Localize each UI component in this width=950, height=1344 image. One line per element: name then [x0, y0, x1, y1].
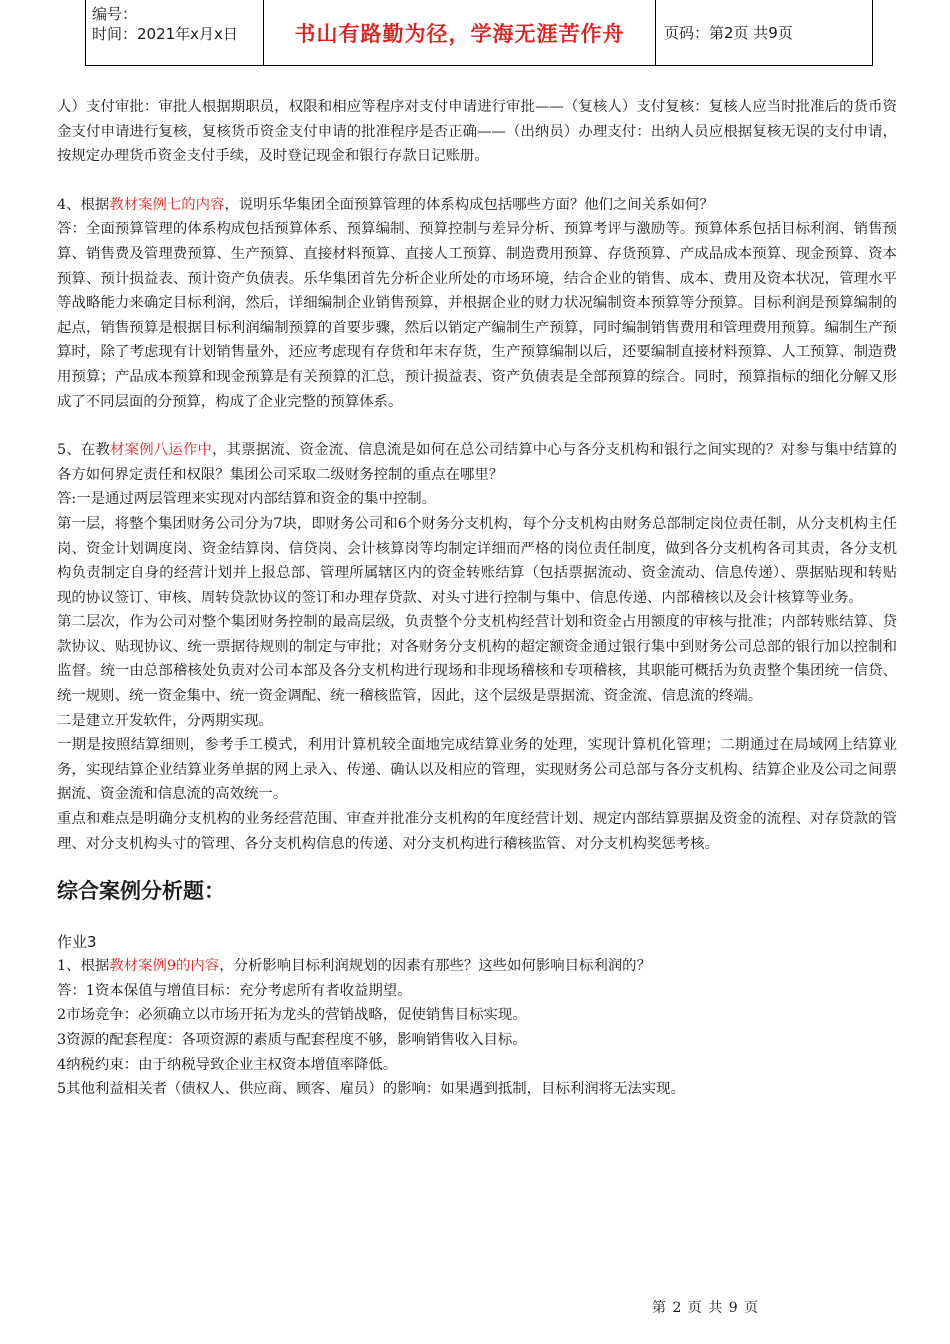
q1-prefix: 1、根据: [57, 958, 110, 975]
answer-1-line-3: 3资源的配套程度：各项资源的素质与配套程度不够，影响销售收入目标。: [57, 1032, 527, 1048]
answer-5-line-2: 第一层，将整个集团财务公司分为7块，即财务公司和6个财务分支机构，每个分支机构由财务总部制定岗位责任制，从分支机构主任岗、资金计划调度岗、资金结算岗、信贷岗、会计核算岗等均制定详细而严格的岗位责任制度，做到各分支机构各司其责，各分支机构负责制定自身的经营计划并上报总部、管理所属辖区内的资金转账结算（包括票据流动、资金流动、信息传递）、票据贴现和转贴现的协议签订、审核、周转贷款协议的签订和办理存贷款、对头寸进行控制与集中、信息传递、内部稽核以及会计核算等业务。: [57, 515, 897, 606]
answer-5-line-1: 答:一是通过两层管理来实现对内部结算和资金的集中控制。: [57, 491, 437, 508]
q4-highlight: 教材案例七的内容: [109, 196, 225, 213]
q5-suffix: ，其票据流、资金流、信息流是如何在总公司结算中心与各分支机构和银行之间实现的？对参与集中结算的各方如何界定责任和权限？集团公司采取二级财务控制的重点在哪里？: [57, 442, 897, 483]
question-4: [57, 193, 897, 218]
answer-1-line-2: 2市场竞争：必须确立以市场开拓为龙头的营销战略，促使销售目标实现。: [57, 1007, 527, 1024]
page-header-table: [85, 0, 873, 66]
q4-prefix: 4、根据: [57, 196, 110, 213]
answer-1-line-1: 答：1资本保值与增值目标：充分考虑所有者收益期望。: [57, 982, 412, 999]
answer-5-line-4: 二是建立开发软件，分两期实现。: [57, 712, 273, 729]
question-1: [57, 954, 897, 979]
number-label: 编号：: [92, 5, 138, 23]
answer-1-line-4: 4纳税约束：由于纳税导致企业主权资本增值率降低。: [57, 1056, 398, 1073]
document-body: [57, 95, 897, 1102]
q5-highlight: 材案例八运作中: [110, 442, 213, 459]
intro-paragraph: 人）支付审批：审批人根据期职员，权限和相应等程序对支付申请进行审批——（复核人）支付复核：复核人应当时批准后的货币资金支付申请进行复核，复核货币资金支付申请的批准程序是否正确——（出纳员）办理支付：出纳人员应根据复核无误的支付申请，按规定办理货币资金支付手续，及时登记现金和银行存款日记账册。: [57, 99, 897, 165]
answer-1-line-5: 5其他利益相关者（债权人、供应商、顾客、雇员）的影响：如果遇到抵制，目标利润将无法实现。: [57, 1081, 685, 1098]
time-label: 时间：2021年x月x日: [92, 25, 238, 43]
header-meta-cell: [86, 0, 264, 65]
header-motto: 书山有路勤为径，学海无涯苦作舟: [264, 0, 656, 65]
header-page-info: 页码：第2页 共9页: [664, 24, 793, 42]
section-title: 综合案例分析题：: [57, 879, 225, 904]
q1-suffix: ，分析影响目标利润规划的因素有那些？这些如何影响目标利润的？: [219, 958, 651, 975]
page-footer: 第 2 页 共 9 页: [652, 1300, 760, 1316]
q1-highlight: 教材案例9的内容: [109, 958, 220, 975]
homework-title: 作业3: [57, 933, 97, 952]
answer-5-line-6: 重点和难点是明确分支机构的业务经营范围、审查并批准分支机构的年度经营计划、规定内部结算票据及资金的流程、对存贷款的管理、对分支机构头寸的管理、各分支机构信息的传递、对分支机构进行稽核监管、对分支机构奖惩考核。: [57, 811, 897, 852]
answer-4: 答：全面预算管理的体系构成包括预算体系、预算编制、预算控制与差异分析、预算考评与激励等。预算体系包括目标利润、销售预算、销售费及管理费预算、生产预算、直接材料预算、直接人工预算、制造费用预算、存货预算、产成品成本预算、现金预算、资本预算、预计损益表、预计资产负债表。乐华集团首先分析企业所处的市场环境，结合企业的销售、成本、费用及资本状况，管理水平等战略能力来确定目标利润，然后，详细编制企业销售预算，并根据企业的财力状况编制资本预算等分预算。目标利润是预算编制的起点，销售预算是根据目标利润编制预算的首要步骤，然后以销定产编制生产预算，同时编制销售费用和管理费用预算。编制生产预算时，除了考虑现有计划销售量外，还应考虑现有存货和年末存货，生产预算编制以后，还要编制直接材料预算、人工预算、制造费用预算；产品成本预算和现金预算是有关预算的汇总，预计损益表、资产负债表是全部预算的综合。同时，预算指标的细化分解又形成了不同层面的分预算，构成了企业完整的预算体系。: [57, 221, 897, 410]
q4-suffix: ，说明乐华集团全面预算管理的体系构成包括哪些方面？他们之间关系如何？: [224, 196, 714, 213]
answer-5-line-5: 一期是按照结算细则，参考手工模式，利用计算机较全面地完成结算业务的处理，实现计算机化管理；二期通过在局域网上结算业务，实现结算企业结算业务单据的网上录入、传递、确认以及相应的管理，实现财务公司总部与各分支机构、结算企业及公司之间票据流、资金流和信息流的高效统一。: [57, 737, 897, 803]
q5-prefix: 5、在教: [57, 442, 111, 459]
question-5: [57, 438, 897, 487]
answer-5-line-3: 第二层次，作为公司对整个集团财务控制的最高层级，负责整个分支机构经营计划和资金占用额度的审核与批准；内部转账结算、贷款协议、贴现协议、统一票据待规则的制定与审批；对各财务分支机构的超定额资金通过银行集中到财务公司总部的银行加以控制和监督。统一由总部稽核处负责对公司本部及各分支机构进行现场和非现场稽核和专项稽核，其职能可概括为负责整个集团统一信贷、统一规则、统一资金集中、统一资金调配、统一稽核监管，因此，这个层级是票据流、资金流、信息流的终端。: [57, 614, 897, 705]
